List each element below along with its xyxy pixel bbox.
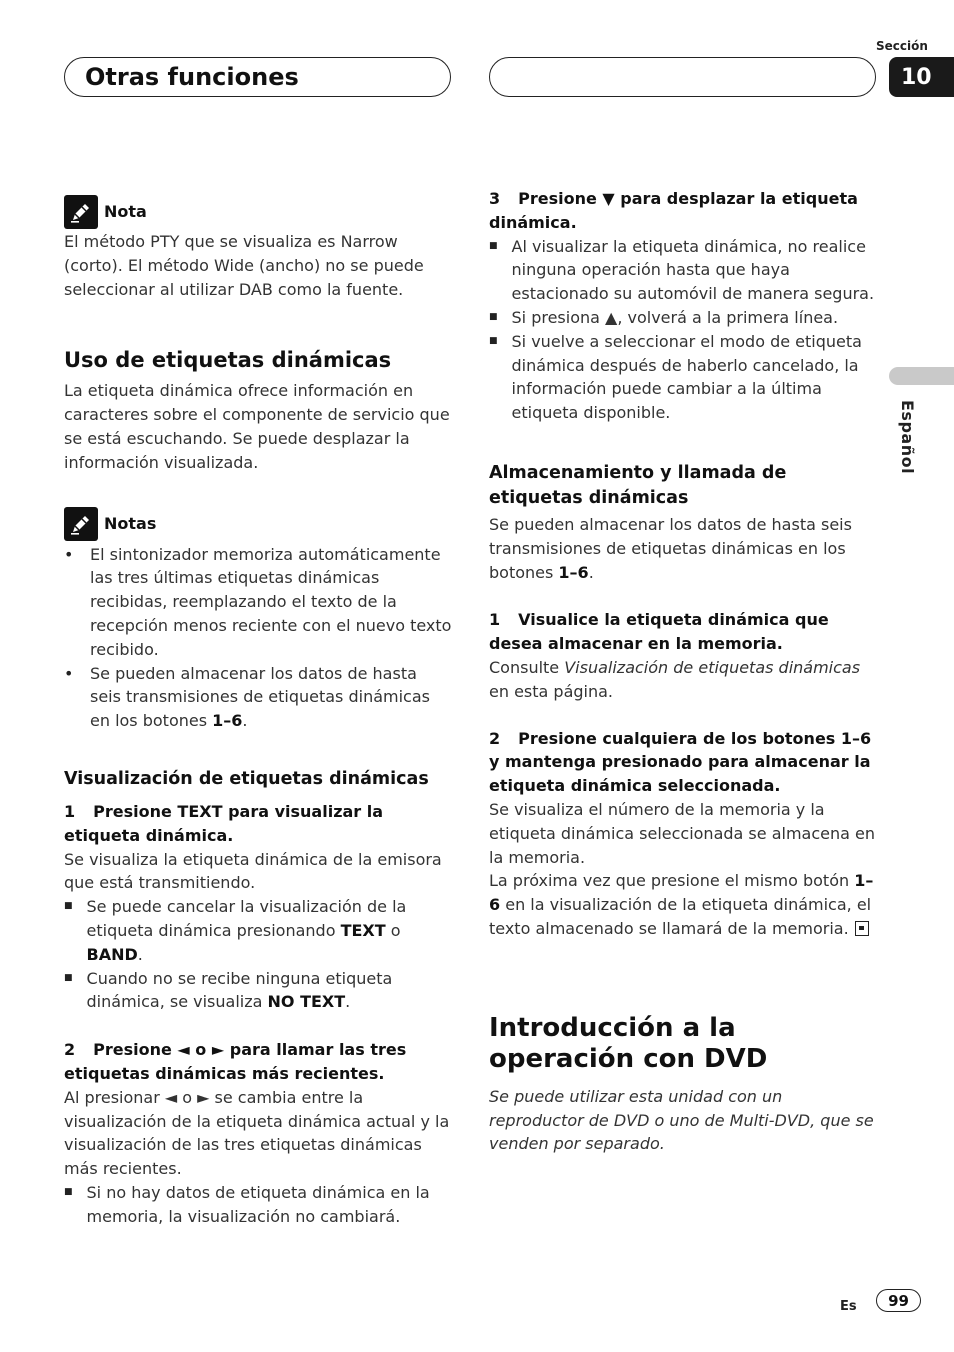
step-store-2-paragraph-2 <box>489 869 877 940</box>
heading-almacenamiento: Almacenamiento y llamada de etiquetas dinámicas <box>489 462 787 508</box>
paragraph-dvd: Se puede utilizar esta unidad con un reproductor de DVD o uno de Multi-DVD, que se venden por separado. <box>489 1086 874 1154</box>
square-bullet-icon: ■ <box>489 240 498 251</box>
bullet-text: . <box>345 992 351 1012</box>
bullet-text: o <box>385 920 401 940</box>
paragraph-uso: La etiqueta dinámica ofrece información en caracteres sobre el componente de servicio que se está escuchando. Se puede desplazar la información visualizada. <box>64 381 450 472</box>
paragraph-text: en esta página. <box>489 681 614 701</box>
footer-language: Es <box>840 1299 857 1314</box>
step-1-paragraph: Se visualiza la etiqueta dinámica de la emisora que está transmitiendo. <box>64 849 442 893</box>
heading-dvd: Introducción a la operación con DVD <box>489 1012 768 1074</box>
cross-reference: Visualización de etiquetas dinámicas <box>564 657 861 677</box>
step-number: 2 <box>64 1040 76 1060</box>
notes-item-2-bold: 1–6 <box>212 711 243 731</box>
paragraph-text: Consulte <box>489 657 565 677</box>
language-label: Español <box>898 400 917 475</box>
bullet-text: Se puede cancelar la visualización de la etiqueta dinámica presionando <box>86 897 407 940</box>
notes-item-2-text: Se pueden almacenar los datos de hasta seis transmisiones de etiquetas dinámicas en los botones <box>90 663 430 731</box>
notes-item-1: El sintonizador memoriza automáticamente las tres últimas etiquetas dinámicas recibidas, reemplazando el texto de la recepción menos reciente con el nuevo texto recibido. <box>90 544 452 659</box>
square-bullet-icon: ■ <box>64 1186 73 1197</box>
list-item <box>64 967 452 1015</box>
page-title: Otras funciones <box>64 57 451 97</box>
step-3-bullet-2: Si presiona ▲, volverá a la primera línea. <box>511 307 839 327</box>
step-text: Presione TEXT para visualizar la etiqueta dinámica. <box>64 801 384 845</box>
notes-item-2-end: . <box>242 711 248 731</box>
step-1-bullet-2 <box>87 967 452 1015</box>
section-label: Sección <box>876 39 928 53</box>
step-text: Presione ◄ o ► para llamar las tres etiquetas dinámicas más recientes. <box>64 1040 407 1083</box>
paragraph-almacenamiento <box>489 513 877 584</box>
square-bullet-icon: ■ <box>64 901 73 912</box>
step-number: 2 <box>489 728 501 748</box>
notes-item-2 <box>90 662 452 733</box>
left-column <box>64 195 452 1229</box>
note-heading <box>64 195 452 229</box>
step-text: Presione ▼ para desplazar la etiqueta dinámica. <box>489 189 858 232</box>
list-item <box>64 1181 452 1229</box>
paragraph-text: . <box>588 562 594 582</box>
note-label: Nota <box>104 202 147 222</box>
bullet-bold: NO TEXT <box>267 992 346 1012</box>
paragraph-text: La próxima vez que presione el mismo botón <box>489 871 855 891</box>
step-store-1 <box>489 608 877 656</box>
list-item <box>489 235 877 306</box>
bullet-dot: • <box>64 544 74 564</box>
square-bullet-icon: ■ <box>64 972 73 983</box>
step-store-2 <box>489 727 877 798</box>
note-text: El método PTY que se visualiza es Narrow (corto). El método Wide (ancho) no se puede seleccionar al utilizar DAB como la fuente. <box>64 232 424 299</box>
paragraph-text: en la visualización de la etiqueta dinámica, el texto almacenado se llamará de la memoria. <box>489 895 872 938</box>
bullet-text: Cuando no se recibe ninguna etiqueta dinámica, se visualiza <box>86 968 393 1012</box>
right-column <box>489 187 877 1156</box>
heading-uso: Uso de etiquetas dinámicas <box>64 348 392 373</box>
step-3-bullet-3: Si vuelve a seleccionar el modo de etiqueta dinámica después de haberlo cancelado, la información puede cambiar a la última etiqueta disponible. <box>511 331 862 423</box>
step-2 <box>64 1038 452 1086</box>
paragraph-bold: 1–6 <box>558 562 589 582</box>
paragraph-text: Se pueden almacenar los datos de hasta seis transmisiones de etiquetas dinámicas en los botones <box>489 514 852 582</box>
list-item <box>64 543 452 662</box>
notes-heading <box>64 507 452 541</box>
square-bullet-icon: ■ <box>489 335 498 346</box>
end-of-section-icon <box>855 921 869 936</box>
bullet-dot: • <box>64 663 74 683</box>
bullet-text: . <box>137 944 143 964</box>
list-item <box>489 306 877 330</box>
heading-visualizacion: Visualización de etiquetas dinámicas <box>64 768 429 789</box>
step-3 <box>489 187 877 235</box>
pencil-note-icon <box>64 507 98 541</box>
paragraph-bold: 1–6 <box>489 871 874 915</box>
pencil-note-icon <box>64 195 98 229</box>
bullet-bold: TEXT <box>340 920 386 940</box>
step-number: 3 <box>489 189 501 208</box>
square-bullet-icon: ■ <box>489 311 498 322</box>
header-empty-box <box>489 57 876 97</box>
list-item <box>64 662 452 733</box>
step-text: Presione cualquiera de los botones 1–6 y mantenga presionado para almacenar la etiqueta dinámica seleccionada. <box>489 728 872 796</box>
language-tab <box>889 367 954 385</box>
step-1-bullet-1 <box>87 895 452 966</box>
list-item <box>64 895 452 966</box>
step-2-bullet-1: Si no hay datos de etiqueta dinámica en la memoria, la visualización no cambiará. <box>86 1182 430 1226</box>
step-store-1-paragraph <box>489 656 877 704</box>
bullet-bold: BAND <box>86 944 138 964</box>
step-3-bullet-1: Al visualizar la etiqueta dinámica, no realice ninguna operación hasta que haya estacionado su automóvil de manera segura. <box>511 236 875 304</box>
step-store-2-paragraph-1: Se visualiza el número de la memoria y la etiqueta dinámica seleccionada se almacena en la memoria. <box>489 799 875 867</box>
step-text: Visualice la etiqueta dinámica que desea almacenar en la memoria. <box>489 610 829 654</box>
step-number: 1 <box>489 610 501 630</box>
list-item <box>489 330 877 425</box>
step-1 <box>64 800 452 848</box>
page-number: 99 <box>876 1289 921 1312</box>
step-number: 1 <box>64 801 76 821</box>
step-2-paragraph: Al presionar ◄ o ► se cambia entre la visualización de la etiqueta dinámica actual y la visualización de las tres etiquetas dinámicas más recientes. <box>64 1087 450 1179</box>
notes-label: Notas <box>104 513 157 533</box>
section-number: 10 <box>889 57 954 97</box>
